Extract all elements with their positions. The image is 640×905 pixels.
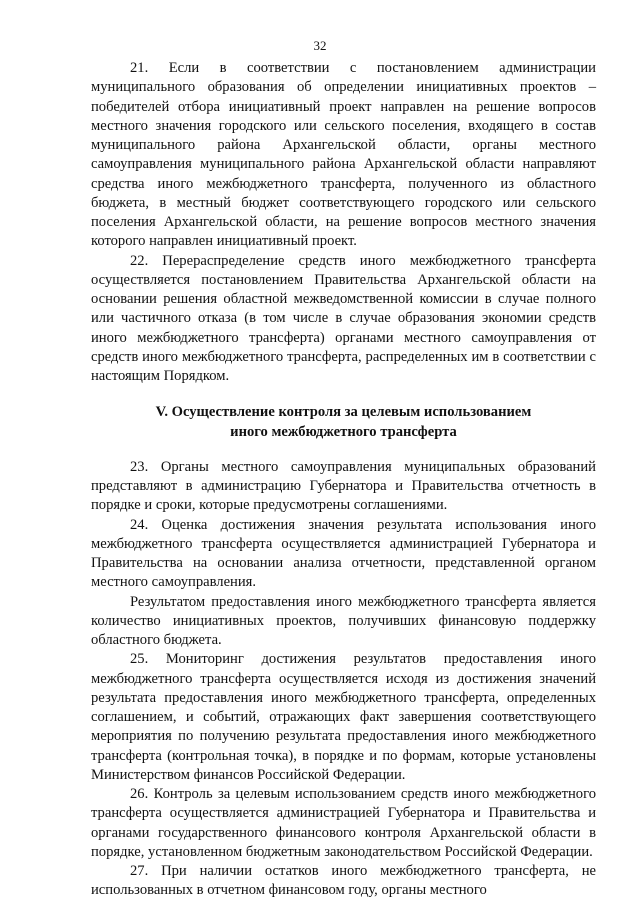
- paragraph-23: 23. Органы местного самоуправления муниципальных образований представляют в администрацию Губернатора и Правительства отчетность в порядке и сроки, которые предусмотрены соглашениями.: [91, 458, 596, 514]
- paragraph-25: 25. Мониторинг достижения результатов предоставления иного межбюджетного трансферта осуществляется исходя из достижения значений результата предоставления иного межбюджетного трансферта, определенных соглашением, и событий, отражающих факт завершения соответствующего мероприятия по получению результата предоставления иного межбюджетного трансферта (контрольная точка), в порядке и по формам, которые установлены Министерством финансов Российской Федерации.: [91, 651, 596, 783]
- document-body: [91, 59, 596, 901]
- section-heading-line-1: V. Осуществление контроля за целевым использованием: [155, 404, 532, 421]
- page-number: 32: [313, 38, 327, 53]
- section-heading: [91, 403, 596, 442]
- paragraph-22: 22. Перераспределение средств иного межбюджетного трансферта осуществляется постановлением Правительства Архангельской области на основании решения областной межведомственной комиссии в случае полного или частичного отказа (в том числе в случае образования экономии средств иного межбюджетного трансферта) органами местного самоуправления от средств иного межбюджетного трансферта, распределенных им в соответствии с настоящим Порядком.: [91, 252, 596, 384]
- paragraph-26: 26. Контроль за целевым использованием средств иного межбюджетного трансферта осуществляется администрацией Губернатора и Правительства и органами государственного финансового контроля Архангельской области в порядке, установленном бюджетным законодательством Российской Федерации.: [91, 786, 596, 860]
- paragraph-27: 27. При наличии остатков иного межбюджетного трансферта, не использованных в отчетном финансовом году, органы местного: [91, 863, 596, 899]
- section-heading-line-2: иного межбюджетного трансферта: [230, 423, 457, 440]
- paragraph-result: Результатом предоставления иного межбюджетного трансферта является количество инициативных проектов, получивших финансовую поддержку областного бюджета.: [91, 593, 596, 648]
- paragraph-21: 21. Если в соответствии с постановлением администрации муниципального образования об определении инициативных проектов – победителей отбора инициативный проект направлен на решение вопросов местного значения городского или сельского поселения, входящего в состав муниципального района Архангельской области, органы местного самоуправления муниципального района Архангельской области направляют средства иного межбюджетного трансферта, полученного из областного бюджета, в местный бюджет соответствующего городского или сельского поселения Архангельской области, на решение вопросов местного значения которого направлен инициативный проект.: [91, 60, 596, 250]
- paragraph-24: 24. Оценка достижения значения результата использования иного межбюджетного трансферта осуществляется администрацией Губернатора и Правительства на основании анализа отчетности, представленной органом местного самоуправления.: [91, 516, 596, 591]
